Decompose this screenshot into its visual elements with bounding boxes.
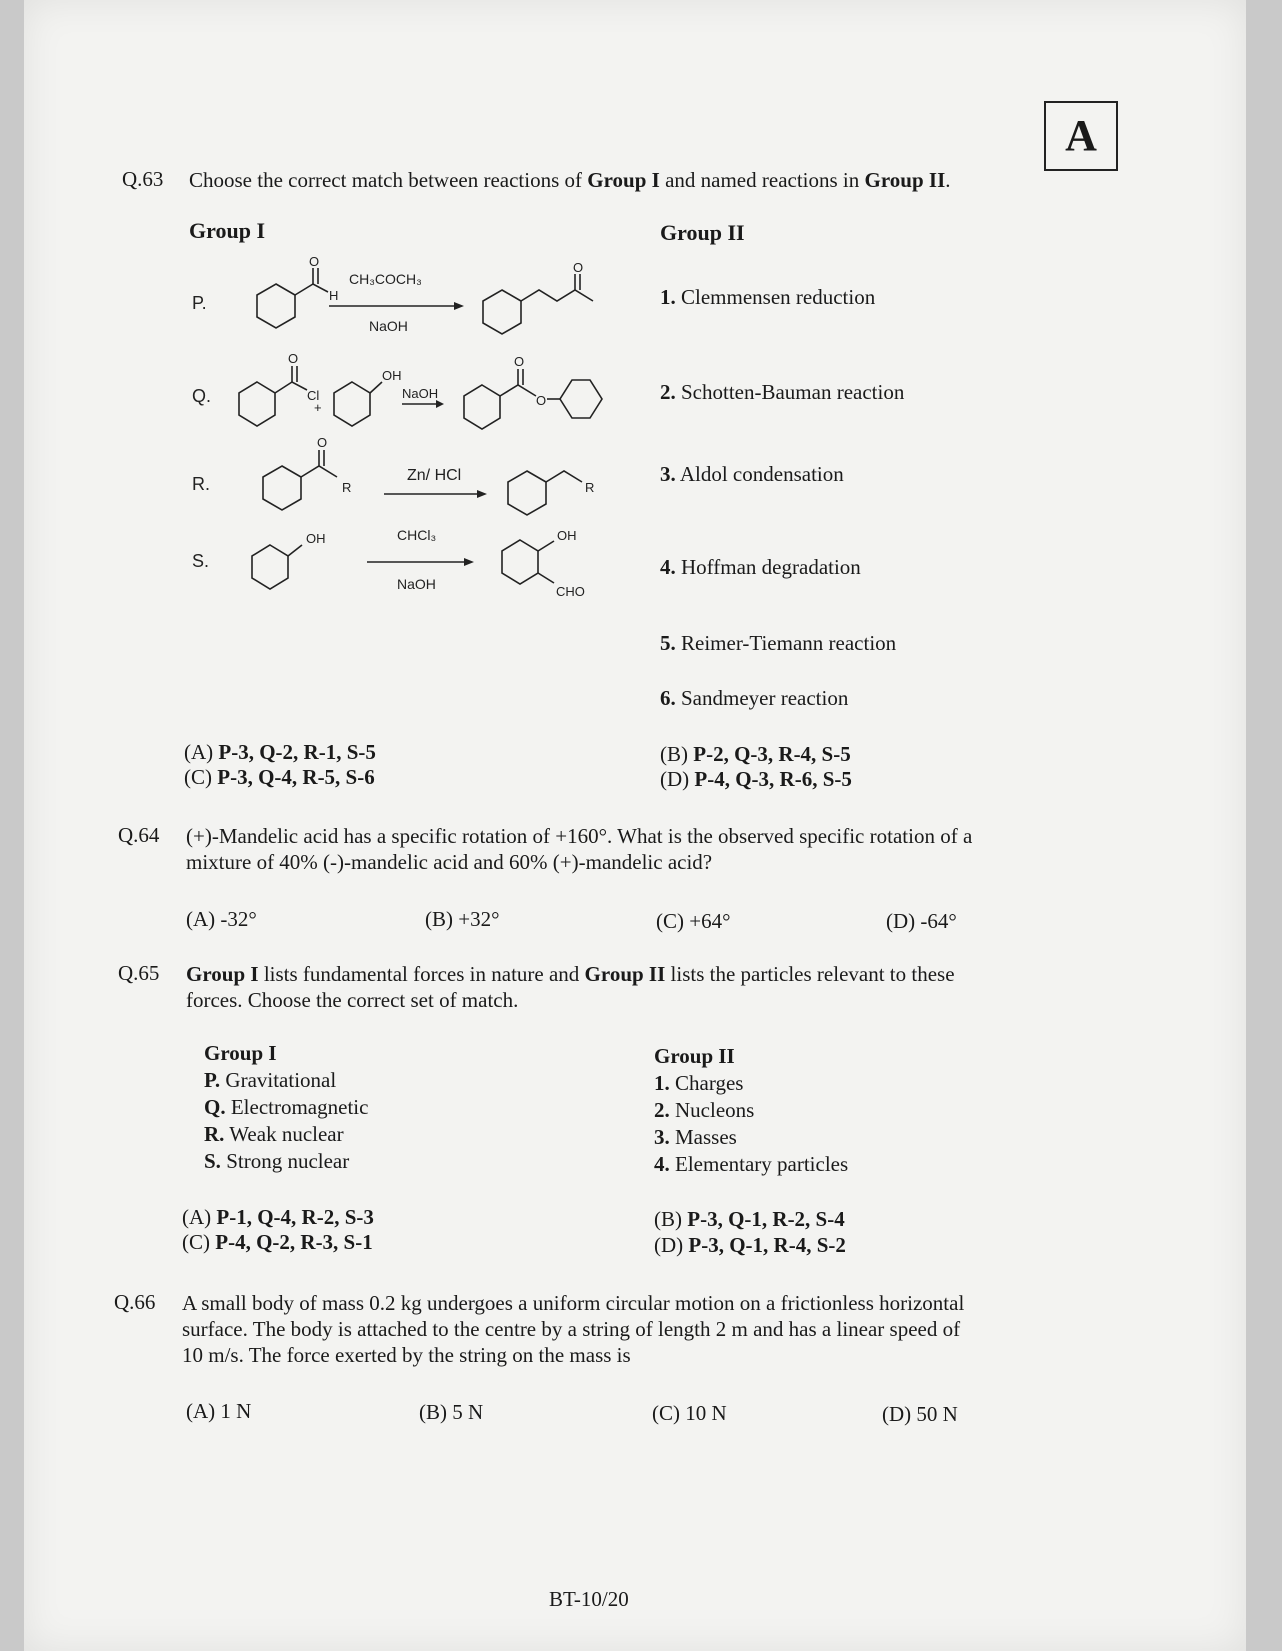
q65-opt-a-label: (A): [182, 1205, 212, 1229]
q66-line-1: A small body of mass 0.2 kg undergoes a uniform circular motion on a frictionless horizontal: [182, 1291, 965, 1315]
q65-g1-label-p: P.: [204, 1068, 221, 1092]
q63-g2-num-4: 4.: [660, 555, 676, 579]
q63-opt-a-value: P-3, Q-2, R-1, S-5: [218, 740, 376, 764]
q63-opt-d-label: (D): [660, 767, 690, 791]
q65-g2-text-1: Charges: [669, 1071, 744, 1095]
q63-text-end: .: [945, 168, 951, 192]
q63-text-pre: Choose the correct match between reactions of: [189, 168, 588, 192]
reaction-r-reagent: Zn/ HCl: [407, 467, 462, 484]
q64-line-1: (+)-Mandelic acid has a specific rotation of +160°. What is the observed specific rotation of a: [186, 824, 973, 848]
exam-page: [24, 0, 1246, 1651]
q65-group1-list: [204, 1040, 368, 1175]
q65-group1-item-q: [204, 1094, 368, 1121]
q64-option-b[interactable]: (B) +32°: [425, 907, 500, 931]
reaction-s-reagent-bottom: NaOH: [397, 576, 436, 592]
q65-group1-item-s: [204, 1148, 368, 1175]
q65-g1-text-s: Strong nuclear: [220, 1149, 350, 1173]
q66-option-b[interactable]: (B) 5 N: [419, 1400, 484, 1424]
q63-reaction-schemes: [24, 0, 1246, 620]
reaction-p-reagent-top: CH₃COCH₃: [349, 271, 422, 287]
q66-option-d[interactable]: (D) 50 N: [882, 1402, 958, 1426]
q63-g2-text-3: Aldol condensation: [679, 462, 844, 486]
reaction-r-arrowhead: [477, 490, 487, 498]
reaction-q-label: Q.: [192, 386, 212, 406]
q65-g2-num-2: 2.: [654, 1098, 670, 1122]
reaction-p-reagent-bottom: NaOH: [369, 318, 408, 334]
q65-line1-group1: Group I: [186, 962, 259, 986]
q65-line-1: [186, 961, 955, 987]
q63-text-group1: Group I: [587, 168, 660, 192]
q65-g2-num-1: 1.: [654, 1071, 670, 1095]
q65-option-c[interactable]: [182, 1230, 373, 1255]
q63-g2-text-6: Sandmeyer reaction: [681, 686, 849, 710]
q64-option-d[interactable]: (D) -64°: [886, 909, 957, 933]
q65-g2-num-3: 3.: [654, 1125, 670, 1149]
q65-g2-text-3: Masses: [669, 1125, 737, 1149]
q65-line-2: forces. Choose the correct set of match.: [186, 988, 519, 1012]
reaction-p-label: P.: [192, 293, 207, 313]
q63-opt-d-value: P-4, Q-3, R-6, S-5: [694, 767, 852, 791]
q63-text-group2: Group II: [864, 168, 946, 192]
q65-g1-label-q: Q.: [204, 1095, 226, 1119]
q65-g2-text-2: Nucleons: [669, 1098, 755, 1122]
p-oxygen-label: O: [309, 254, 320, 269]
q-plus-sign: +: [314, 400, 322, 415]
q63-opt-b-label: (B): [660, 742, 688, 766]
reaction-s-reagent-top: CHCl₃: [397, 527, 437, 543]
q65-line1-group2: Group II: [584, 962, 666, 986]
reaction-q-arrowhead: [436, 400, 444, 408]
q65-group2-item-3: [654, 1124, 848, 1151]
set-label-box: A: [1044, 101, 1118, 171]
q65-g1-label-r: R.: [204, 1122, 225, 1146]
q63-number: Q.63: [122, 167, 164, 191]
q63-opt-c-value: P-3, Q-4, R-5, S-6: [217, 765, 375, 789]
page-footer: BT-10/20: [549, 1587, 629, 1611]
phenol-structure-q: [334, 368, 402, 426]
q65-g1-text-q: Electromagnetic: [225, 1095, 369, 1119]
q65-group2-list: [654, 1043, 848, 1178]
q63-opt-c-label: (C): [184, 765, 212, 789]
q63-group2-item-4: [660, 555, 861, 580]
q65-g2-num-4: 4.: [654, 1152, 670, 1176]
q63-group2-item-5: [660, 631, 896, 656]
s-reactant-oh-label: OH: [306, 531, 326, 546]
q63-opt-a-label: (A): [184, 740, 214, 764]
reaction-q-reagent: NaOH: [402, 386, 439, 401]
q63-option-a[interactable]: [184, 740, 376, 765]
q63-g2-num-1: 1.: [660, 285, 676, 309]
q65-group2-item-1: [654, 1070, 848, 1097]
phenol-structure-s: [252, 531, 326, 589]
q66-option-c[interactable]: (C) 10 N: [652, 1401, 727, 1425]
q-cl-label: Cl: [307, 388, 320, 403]
q63-text-mid: and named reactions in: [659, 168, 865, 192]
q66-number: Q.66: [114, 1290, 156, 1314]
q65-line1-mid: lists fundamental forces in nature and: [258, 962, 585, 986]
q66-line-3: 10 m/s. The force exerted by the string on the mass is: [182, 1343, 631, 1367]
q65-number: Q.65: [118, 961, 160, 985]
q64-line-2: mixture of 40% (-)-mandelic acid and 60% (+)-mandelic acid?: [186, 850, 713, 874]
salicylaldehyde-structure: [502, 528, 585, 599]
p-product-oxygen-label: O: [573, 260, 584, 275]
q66-line-2: surface. The body is attached to the centre by a string of length 2 m and has a linear speed of: [182, 1317, 961, 1341]
q63-g2-num-2: 2.: [660, 380, 676, 404]
p-h-label: H: [329, 288, 339, 303]
q63-opt-b-value: P-2, Q-3, R-4, S-5: [693, 742, 851, 766]
q65-g1-label-s: S.: [204, 1149, 221, 1173]
s-product-cho-label: CHO: [556, 584, 585, 599]
q63-option-c[interactable]: [184, 765, 375, 790]
q-oh-label: OH: [382, 368, 402, 383]
s-product-oh-label: OH: [557, 528, 577, 543]
q63-group2-item-2: [660, 380, 904, 405]
q65-opt-a-value: P-1, Q-4, R-2, S-3: [216, 1205, 374, 1229]
benzoyl-chloride-structure: [239, 351, 322, 426]
q65-opt-c-label: (C): [182, 1230, 210, 1254]
q65-group2-item-4: [654, 1151, 848, 1178]
q66-option-a[interactable]: (A) 1 N: [186, 1399, 252, 1423]
benzalacetone-structure: [483, 260, 593, 334]
q-oxygen-label: O: [288, 351, 299, 366]
q-product-ester-oxygen: O: [536, 393, 547, 408]
q63-g2-text-5: Reimer-Tiemann reaction: [681, 631, 897, 655]
q65-opt-d-label: (D): [654, 1233, 684, 1257]
q63-g2-text-4: Hoffman degradation: [681, 555, 861, 579]
q65-option-b[interactable]: [654, 1207, 845, 1232]
q63-g2-num-5: 5.: [660, 631, 676, 655]
q65-group1-item-r: [204, 1121, 368, 1148]
q63-group2-item-6: [660, 686, 848, 711]
benzaldehyde-structure: [257, 254, 338, 328]
q65-opt-b-label: (B): [654, 1207, 682, 1231]
q63-group1-heading: Group I: [189, 218, 266, 243]
q65-g1-text-r: Weak nuclear: [224, 1122, 344, 1146]
q63-g2-num-6: 6.: [660, 686, 676, 710]
q64-option-c[interactable]: (C) +64°: [656, 909, 731, 933]
q65-group1-item-p: [204, 1067, 368, 1094]
q65-opt-d-value: P-3, Q-1, R-4, S-2: [688, 1233, 846, 1257]
q64-option-a[interactable]: (A) -32°: [186, 907, 257, 931]
q63-g2-num-3: 3.: [660, 462, 676, 486]
q64-number: Q.64: [118, 823, 160, 847]
q65-option-d[interactable]: [654, 1233, 846, 1258]
q65-opt-b-value: P-3, Q-1, R-2, S-4: [687, 1207, 845, 1231]
q65-group2-item-2: [654, 1097, 848, 1124]
reaction-s-label: S.: [192, 551, 210, 571]
reaction-p-arrowhead: [454, 302, 464, 310]
q63-option-b[interactable]: [660, 742, 851, 767]
r-product-r-label: R: [585, 480, 595, 495]
q65-g1-text-p: Gravitational: [220, 1068, 337, 1092]
alkylbenzene-structure: [508, 471, 594, 515]
q65-g2-text-4: Elementary particles: [669, 1152, 849, 1176]
q63-group2-item-3: [660, 462, 844, 487]
q-product-carbonyl-oxygen: O: [514, 354, 525, 369]
q65-option-a[interactable]: [182, 1205, 374, 1230]
q65-group1-heading: Group I: [204, 1041, 277, 1065]
aryl-ketone-structure: [263, 435, 351, 510]
q63-option-d[interactable]: [660, 767, 852, 792]
q63-g2-text-1: Clemmensen reduction: [681, 285, 876, 309]
reaction-r-label: R.: [192, 474, 210, 494]
q63-group2-item-1: [660, 285, 875, 310]
q63-group2-heading: Group II: [660, 220, 745, 245]
reaction-s-arrowhead: [464, 558, 474, 566]
q63-g2-text-2: Schotten-Bauman reaction: [681, 380, 905, 404]
q65-group2-heading: Group II: [654, 1044, 735, 1068]
phenyl-benzoate-structure: [464, 354, 602, 429]
q65-line1-end: lists the particles relevant to these: [665, 962, 955, 986]
r-oxygen-label: O: [317, 435, 328, 450]
r-reactant-r-label: R: [342, 480, 352, 495]
q65-opt-c-value: P-4, Q-2, R-3, S-1: [215, 1230, 373, 1254]
